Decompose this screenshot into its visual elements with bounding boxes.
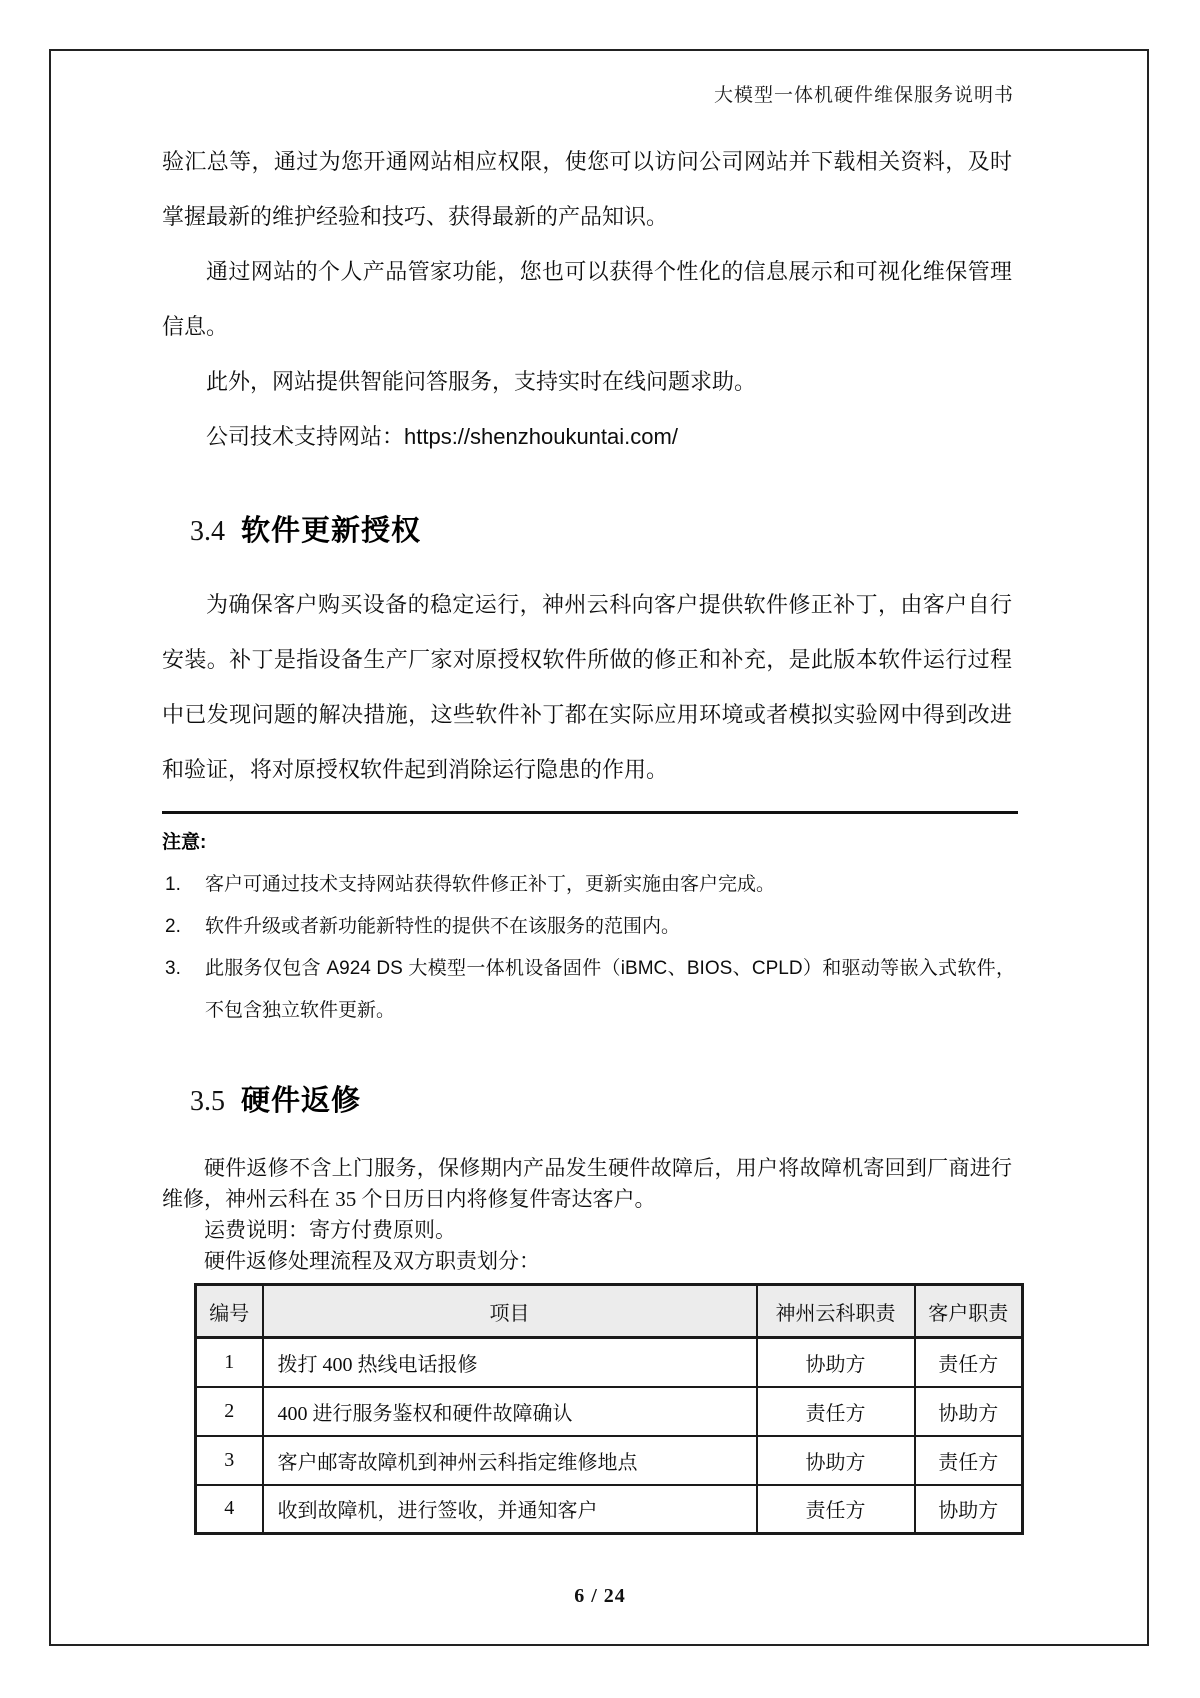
table-header-number: 编号 [196,1285,263,1338]
note-item [162,948,1015,1032]
section-number: 3.4 [190,516,225,547]
cell-customer-duty: 责任方 [915,1436,1023,1485]
paragraph-support-website-url: 公司技术支持网站：https://shenzhoukuntai.com/ [206,424,678,449]
note-number: 3. [165,958,181,979]
cell-customer-duty: 责任方 [915,1338,1023,1387]
cell-item: 客户邮寄故障机到神州云科指定维修地点 [263,1436,757,1485]
cell-item: 拨打 400 热线电话报修 [263,1338,757,1387]
paragraph-shipping-fee: 运费说明：寄方付费原则。 [204,1218,456,1242]
table-row [196,1387,1023,1436]
table-header-customer-duty: 客户职责 [915,1285,1023,1338]
intro-section [162,134,1012,464]
section-heading-3-5 [190,1083,361,1119]
cell-customer-duty: 协助方 [915,1485,1023,1534]
cell-number: 1 [196,1338,263,1387]
table-row [196,1338,1023,1387]
note-number: 2. [165,916,181,937]
section-heading-3-4 [190,513,421,549]
cell-item: 400 进行服务鉴权和硬件故障确认 [263,1387,757,1436]
paragraph-return-repair: 硬件返修不含上门服务，保修期内产品发生硬件故障后，用户将故障机寄回到厂商进行维修，神州云科在 35 个日历日内将修复件寄达客户。 [162,1156,1012,1211]
cell-number: 2 [196,1387,263,1436]
note-number: 1. [165,874,181,895]
cell-vendor-duty: 协助方 [757,1338,915,1387]
note-list [162,864,1015,1032]
table-header-row [196,1285,1023,1338]
table-row [196,1485,1023,1534]
cell-customer-duty: 协助方 [915,1387,1023,1436]
note-item [162,864,1015,906]
cell-vendor-duty: 责任方 [757,1485,915,1534]
section-title: 软件更新授权 [241,515,422,547]
note-label: 注意: [162,832,207,853]
note-item [162,906,1015,948]
page-number-footer: 6 / 24 [574,1585,626,1607]
note-text: 此服务仅包含 A924 DS 大模型一体机设备固件（iBMC、BIOS、CPLD）和驱动等嵌入式软件，不包含独立软件更新。 [205,958,1015,1021]
cell-vendor-duty: 协助方 [757,1436,915,1485]
section-number: 3.5 [190,1086,225,1117]
note-text: 软件升级或者新功能新特性的提供不在该服务的范围内。 [205,916,681,937]
section-3-5-body [162,1153,1012,1277]
cell-number: 4 [196,1485,263,1534]
note-text: 客户可通过技术支持网站获得软件修正补丁，更新实施由客户完成。 [205,874,776,895]
paragraph-product-manager: 通过网站的个人产品管家功能，您也可以获得个性化的信息展示和可视化维保管理信息。 [162,259,1012,339]
responsibility-table [194,1283,1024,1535]
section-title: 硬件返修 [241,1085,362,1117]
running-header-title: 大模型一体机硬件维保服务说明书 [713,85,1014,106]
cell-item: 收到故障机，进行签收，并通知客户 [263,1485,757,1534]
table-header-item: 项目 [263,1285,757,1338]
note-divider-rule [162,811,1018,814]
paragraph-table-intro: 硬件返修处理流程及双方职责划分： [204,1249,540,1273]
table-row [196,1436,1023,1485]
paragraph-continuation: 验汇总等，通过为您开通网站相应权限，使您可以访问公司网站并下载相关资料，及时掌握最新的维护经验和技巧、获得最新的产品知识。 [162,149,1012,229]
section-3-4-body: 为确保客户购买设备的稳定运行，神州云科向客户提供软件修正补丁，由客户自行安装。补丁是指设备生产厂家对原授权软件所做的修正和补充，是此版本软件运行过程中已发现问题的解决措施，这些软件补丁都在实际应用环境或者模拟实验网中得到改进和验证，将对原授权软件起到消除运行隐患的作用。 [162,592,1012,782]
paragraph-qa-service: 此外，网站提供智能问答服务，支持实时在线问题求助。 [206,369,757,394]
table-header-vendor-duty: 神州云科职责 [757,1285,915,1338]
cell-vendor-duty: 责任方 [757,1387,915,1436]
cell-number: 3 [196,1436,263,1485]
